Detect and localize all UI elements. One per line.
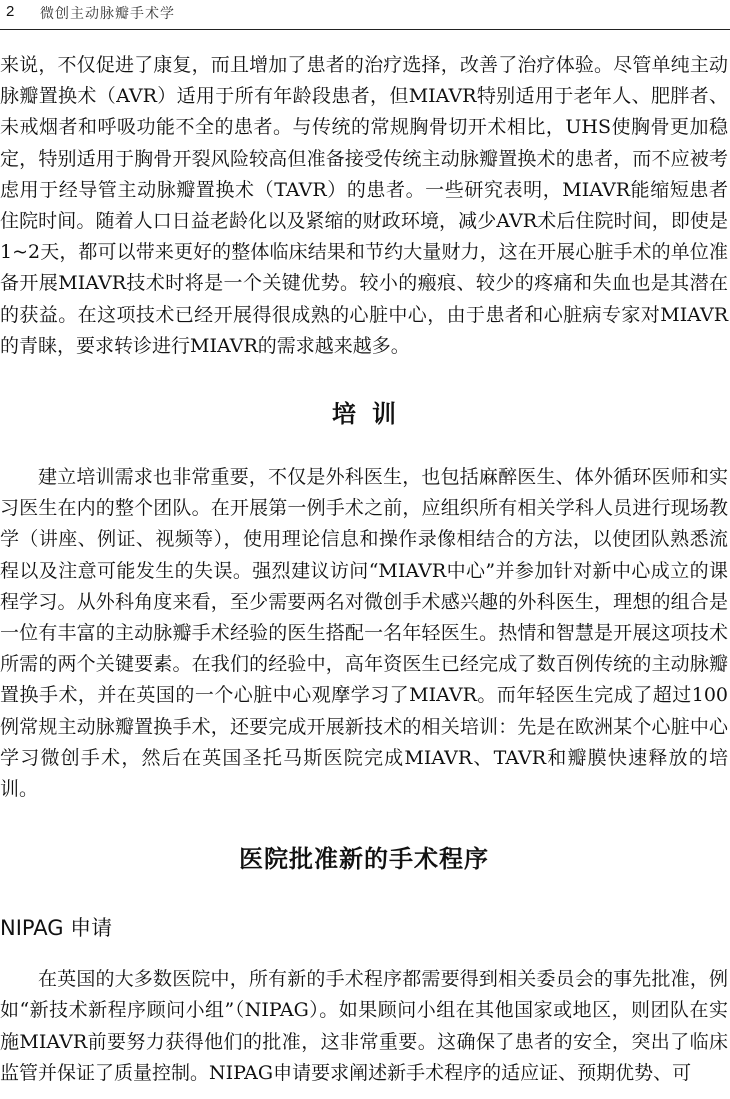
running-title: 微创主动脉瓣手术学 bbox=[40, 6, 175, 22]
training-paragraph: 建立培训需求也非常重要，不仅是外科医生，也包括麻醉医生、体外循环医师和实习医生在内的整个团队。在开展第一例手术之前，应组织所有相关学科人员进行现场教学（讲座、例证、视频等），使用理论信息和操作录像相结合的方法，以使团队熟悉流程以及注意可能发生的失误。强烈建议访问“MIAVR中心”并参加针对新中心成立的课程学习。从外科角度来看，至少需要两名对微创手术感兴趣的外科医生，理想的组合是一位有丰富的主动脉瓣手术经验的医生搭配一名年轻医生。热情和智慧是开展这项技术所需的两个关键要素。在我们的经验中，高年资医生已经完成了数百例传统的主动脉瓣置换手术，并在英国的一个心脏中心观摩学习了MIAVR。而年轻医生完成了超过100例常规主动脉瓣置换手术，还要完成开展新技术的相关培训：先是在欧洲某个心脏中心学习微创手术，然后在英国圣托马斯医院完成MIAVR、TAVR和瓣膜快速释放的培训。 bbox=[0, 466, 728, 801]
page-body bbox=[0, 50, 730, 1089]
subsection-title-nipag: NIPAG 申请 bbox=[0, 916, 113, 941]
page-number: 2 bbox=[6, 3, 15, 20]
nipag-paragraph: 在英国的大多数医院中，所有新的手术程序都需要得到相关委员会的事先批准，例如“新技术新程序顾问小组”（NIPAG）。如果顾问小组在其他国家或地区，则团队在实施MIAVR前要努力获得他们的批准，这非常重要。这确保了患者的安全，突出了临床监管并保证了质量控制。NIPAG申请要求阐述新手术程序的适应证、预期优势、可 bbox=[0, 968, 728, 1084]
page-header bbox=[0, 0, 730, 30]
section-title-training: 培训 bbox=[332, 400, 412, 429]
intro-paragraph: 来说，不仅促进了康复，而且增加了患者的治疗选择，改善了治疗体验。尽管单纯主动脉瓣置换术（AVR）适用于所有年龄段患者，但MIAVR特别适用于老年人、肥胖者、未戒烟者和呼吸功能不全的患者。与传统的常规胸骨切开术相比，UHS使胸骨更加稳定，特别适用于胸骨开裂风险较高但准备接受传统主动脉瓣置换术的患者，而不应被考虑用于经导管主动脉瓣置换术（TAVR）的患者。一些研究表明，MIAVR能缩短患者住院时间。随着人口日益老龄化以及紧缩的财政环境，减少AVR术后住院时间，即使是1~2天，都可以带来更好的整体临床结果和节约大量财力，这在开展心脏手术的单位准备开展MIAVR技术时将是一个关键优势。较小的瘢痕、较少的疼痛和失血也是其潜在的获益。在这项技术已经开展得很成熟的心脏中心，由于患者和心脏病专家对MIAVR的青睐，要求转诊进行MIAVR的需求越来越多。 bbox=[0, 54, 728, 357]
section-title-hospital-approval: 医院批准新的手术程序 bbox=[239, 845, 489, 874]
